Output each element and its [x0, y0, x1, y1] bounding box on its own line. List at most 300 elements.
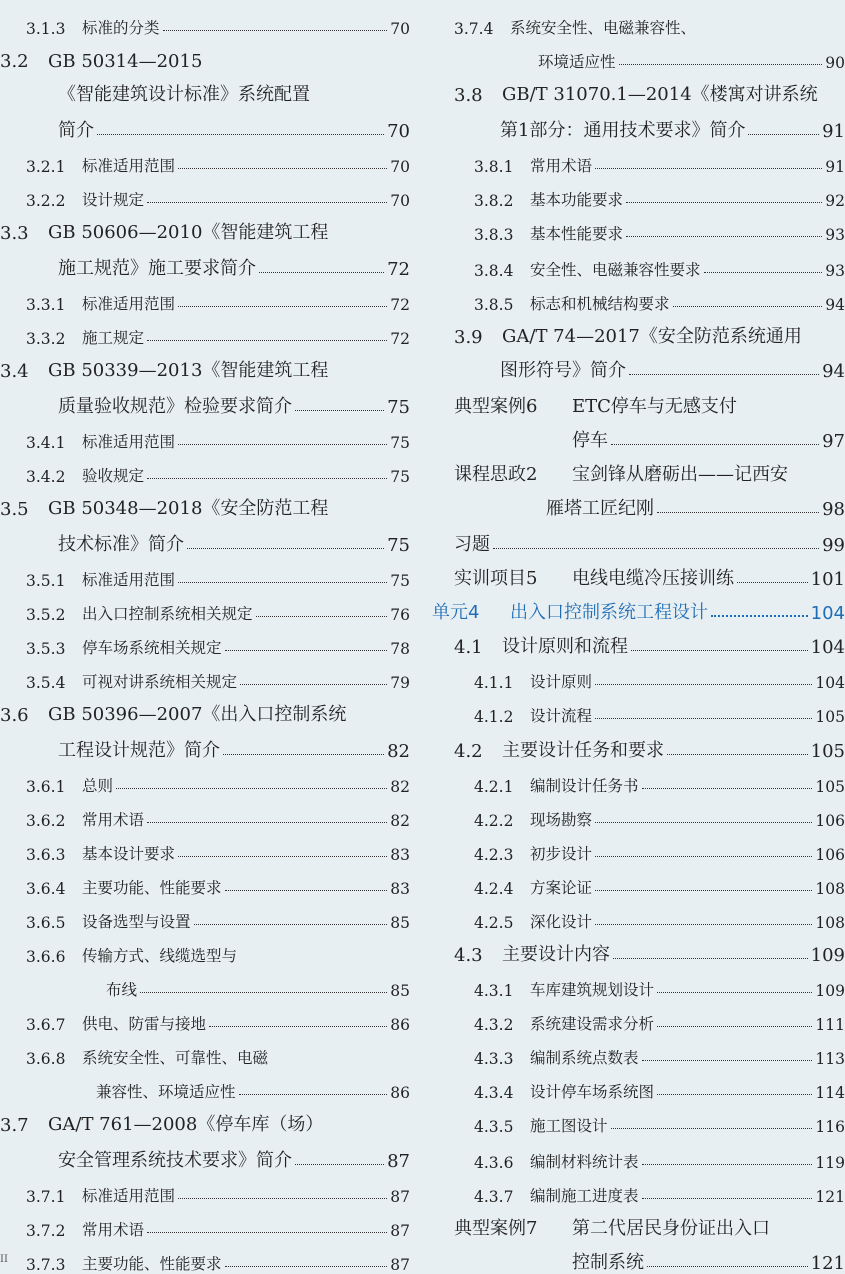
toc-entry-title: 停车 — [572, 430, 608, 451]
toc-entry-number: 4.3.5 — [474, 1118, 514, 1136]
toc-entry-number: 3.3 — [0, 223, 29, 244]
toc-entry[interactable] — [428, 1034, 845, 1068]
toc-entry-page: 70 — [387, 121, 410, 142]
toc-entry[interactable] — [0, 932, 410, 966]
toc-entry-number: 3.7.1 — [26, 1188, 66, 1206]
toc-entry[interactable] — [428, 72, 845, 106]
toc-entry[interactable] — [428, 522, 845, 556]
toc-entry[interactable] — [428, 314, 845, 348]
dot-leader — [147, 1232, 387, 1233]
toc-entry-title: 第二代居民身份证出入口 — [572, 1218, 770, 1239]
toc-entry-title: ETC停车与无感支付 — [572, 396, 737, 417]
toc-entry-page: 79 — [390, 674, 410, 692]
toc-entry-title: 电线电缆冷压接训练 — [572, 568, 734, 589]
toc-entry[interactable] — [428, 692, 845, 726]
toc-entry[interactable] — [0, 830, 410, 864]
toc-entry-title: 编制施工进度表 — [530, 1187, 639, 1205]
dot-leader — [595, 168, 822, 169]
toc-entry-page: 83 — [390, 880, 410, 898]
dot-leader — [178, 1198, 387, 1199]
toc-entry-number: 3.5.1 — [26, 572, 66, 590]
toc-entry-number: 3.6.3 — [26, 846, 66, 864]
toc-entry-title: 简介 — [58, 120, 94, 141]
dot-leader — [737, 582, 808, 583]
toc-entry-title: 编制材料统计表 — [530, 1153, 639, 1171]
toc-entry-number: 4.2.4 — [474, 880, 514, 898]
dot-leader — [225, 650, 388, 651]
toc-entry-page: 108 — [815, 880, 845, 898]
toc-entry-page: 104 — [810, 637, 845, 658]
toc-entry-title: 系统安全性、电磁兼容性、 — [510, 19, 697, 37]
dot-leader — [657, 992, 812, 993]
dot-leader — [240, 684, 387, 685]
dot-leader — [256, 616, 388, 617]
toc-entry-number: 3.6 — [0, 705, 29, 726]
toc-entry-title: 设计规定 — [82, 191, 145, 209]
toc-entry-page: 75 — [390, 468, 410, 486]
dot-leader — [595, 684, 812, 685]
dot-leader — [642, 788, 813, 789]
toc-entry[interactable] — [428, 280, 845, 314]
toc-entry[interactable] — [428, 624, 845, 658]
toc-entry-title: 《智能建筑设计标准》系统配置 — [58, 84, 310, 105]
toc-entry-page: 116 — [815, 1118, 845, 1136]
toc-entry-title: 常用术语 — [530, 157, 593, 175]
dot-leader — [225, 890, 388, 891]
toc-entry-page: 70 — [390, 158, 410, 176]
toc-entry-page: 97 — [822, 431, 845, 452]
toc-entry[interactable] — [428, 108, 845, 142]
dot-leader — [613, 958, 808, 959]
toc-entry[interactable] — [428, 762, 845, 796]
toc-entry-number: 4.3.3 — [474, 1050, 514, 1068]
toc-entry[interactable] — [428, 556, 845, 590]
dot-leader — [295, 1164, 384, 1165]
toc-entry-title: 系统建设需求分析 — [530, 1015, 655, 1033]
dot-leader — [667, 754, 808, 755]
toc-entry[interactable] — [428, 452, 845, 486]
toc-entry-title: 兼容性、环境适应性 — [96, 1083, 236, 1101]
toc-entry-number: 3.8.5 — [474, 296, 514, 314]
toc-entry[interactable] — [428, 1068, 845, 1102]
toc-entry-number: 3.4 — [0, 361, 29, 382]
toc-entry[interactable] — [428, 932, 845, 966]
toc-entry[interactable] — [428, 486, 845, 520]
toc-entry-page: 82 — [390, 812, 410, 830]
toc-entry[interactable] — [0, 590, 410, 624]
toc-entry[interactable] — [0, 864, 410, 898]
toc-entry-number: 4.3 — [454, 945, 483, 966]
toc-entry[interactable] — [428, 864, 845, 898]
dot-leader — [97, 134, 384, 135]
dot-leader — [147, 478, 387, 479]
toc-entry[interactable] — [428, 348, 845, 382]
toc-entry-page: 87 — [390, 1188, 410, 1206]
toc-entry-number: 4.1 — [454, 637, 483, 658]
toc-entry-title: 车库建筑规划设计 — [530, 981, 655, 999]
toc-entry-title: 供电、防雷与接地 — [82, 1015, 207, 1033]
toc-entry-title: 传输方式、线缆选型与 — [82, 947, 238, 965]
toc-entry-title: 雁塔工匠纪刚 — [546, 498, 654, 519]
toc-entry-title: 标准适用范围 — [82, 433, 176, 451]
toc-entry-title: 习题 — [454, 534, 490, 555]
page-number-mark: II — [0, 1254, 8, 1265]
dot-leader — [178, 444, 387, 445]
toc-entry-number: 3.8.2 — [474, 192, 514, 210]
toc-entry-title: GA/T 74—2017《安全防范系统通用 — [502, 326, 802, 347]
toc-entry-page: 93 — [825, 226, 845, 244]
toc-entry-page: 76 — [390, 606, 410, 624]
toc-entry-title: 系统安全性、可靠性、电磁 — [82, 1049, 269, 1067]
toc-entry-page: 99 — [822, 535, 845, 556]
toc-entry-number: 3.6.4 — [26, 880, 66, 898]
toc-entry[interactable] — [428, 966, 845, 1000]
toc-entry[interactable] — [428, 1138, 845, 1172]
toc-entry-number: 3.2.2 — [26, 192, 66, 210]
dot-leader — [657, 1094, 812, 1095]
toc-entry-page: 87 — [387, 1151, 410, 1172]
toc-entry-number: 3.7.2 — [26, 1222, 66, 1240]
dot-leader — [595, 856, 812, 857]
toc-entry-page: 114 — [815, 1084, 845, 1102]
toc-entry-title: 标准适用范围 — [82, 295, 176, 313]
dot-leader — [595, 718, 812, 719]
toc-entry-page: 83 — [390, 846, 410, 864]
dot-leader — [748, 134, 819, 135]
toc-entry-number: 3.3.2 — [26, 330, 66, 348]
dot-leader — [595, 890, 812, 891]
toc-entry-page: 86 — [390, 1016, 410, 1034]
dot-leader — [657, 1026, 812, 1027]
toc-entry-title: 控制系统 — [572, 1252, 644, 1273]
toc-entry[interactable] — [0, 176, 410, 210]
toc-entry-title: GB 50314—2015 — [48, 51, 203, 72]
toc-entry-page: 72 — [387, 259, 410, 280]
toc-entry-title: 停车场系统相关规定 — [82, 639, 222, 657]
dot-leader — [711, 615, 808, 617]
toc-entry-page: 86 — [390, 1084, 410, 1102]
toc-entry[interactable] — [428, 142, 845, 176]
toc-entry-number: 3.6.2 — [26, 812, 66, 830]
toc-entry-title: 出入口控制系统工程设计 — [510, 602, 708, 623]
toc-entry-number: 3.1.3 — [26, 20, 66, 38]
toc-entry-number: 3.8.3 — [474, 226, 514, 244]
toc-entry-title: 标志和机械结构要求 — [530, 295, 670, 313]
dot-leader — [163, 30, 388, 31]
toc-entry-number: 典型案例6 — [454, 396, 538, 417]
toc-entry-number: 典型案例7 — [454, 1218, 538, 1239]
toc-entry-page: 82 — [387, 741, 410, 762]
toc-entry-number: 3.4.2 — [26, 468, 66, 486]
toc-entry-page: 106 — [815, 812, 845, 830]
dot-leader — [140, 992, 387, 993]
toc-entry[interactable] — [0, 1102, 410, 1136]
dot-leader — [178, 582, 387, 583]
toc-entry-title: 常用术语 — [82, 811, 145, 829]
toc-entry-title: 编制系统点数表 — [530, 1049, 639, 1067]
dot-leader — [629, 374, 819, 375]
toc-entry[interactable] — [0, 210, 410, 244]
toc-entry[interactable] — [428, 1240, 845, 1274]
toc-entry-title: 标准适用范围 — [82, 157, 176, 175]
toc-entry-number: 3.6.5 — [26, 914, 66, 932]
toc-entry-page: 94 — [822, 361, 845, 382]
toc-entry-number: 4.2.2 — [474, 812, 514, 830]
dot-leader — [673, 306, 823, 307]
toc-entry-title: 施工图设计 — [530, 1117, 608, 1135]
toc-entry-title: 安全性、电磁兼容性要求 — [530, 261, 701, 279]
toc-entry[interactable] — [0, 1068, 410, 1102]
toc-entry-title: 施工规定 — [82, 329, 145, 347]
toc-entry-number: 4.3.1 — [474, 982, 514, 1000]
toc-entry-number: 3.9 — [454, 327, 483, 348]
dot-leader — [611, 444, 819, 445]
toc-entry-page: 109 — [815, 982, 845, 1000]
dot-leader — [642, 1164, 813, 1165]
toc-entry-title: 安全管理系统技术要求》简介 — [58, 1150, 292, 1171]
toc-entry[interactable] — [428, 830, 845, 864]
toc-entry[interactable] — [428, 246, 845, 280]
toc-entry-page: 72 — [390, 330, 410, 348]
toc-entry-number: 3.6.7 — [26, 1016, 66, 1034]
toc-entry-title: 方案论证 — [530, 879, 593, 897]
toc-entry[interactable] — [0, 556, 410, 590]
toc-entry-number: 4.3.2 — [474, 1016, 514, 1034]
toc-entry-number: 3.7 — [0, 1115, 29, 1136]
dot-leader — [631, 650, 808, 651]
toc-entry[interactable] — [0, 796, 410, 830]
toc-entry-title: 布线 — [106, 981, 138, 999]
toc-entry[interactable] — [0, 486, 410, 520]
toc-entry-page: 70 — [390, 192, 410, 210]
toc-entry-title: 可视对讲系统相关规定 — [82, 673, 238, 691]
dot-leader — [223, 754, 384, 755]
dot-leader — [647, 1266, 808, 1267]
toc-entry-number: 3.5.2 — [26, 606, 66, 624]
toc-entry-page: 82 — [390, 778, 410, 796]
toc-entry-number: 4.1.2 — [474, 708, 514, 726]
dot-leader — [642, 1060, 813, 1061]
toc-entry[interactable] — [428, 418, 845, 452]
toc-entry[interactable] — [0, 418, 410, 452]
toc-entry[interactable] — [428, 210, 845, 244]
toc-entry[interactable] — [428, 1000, 845, 1034]
toc-entry[interactable] — [428, 384, 845, 418]
dot-leader — [225, 1266, 388, 1267]
dot-leader — [619, 64, 823, 65]
toc-entry[interactable] — [428, 796, 845, 830]
toc-entry-page: 104 — [810, 603, 845, 624]
toc-entry-page: 105 — [815, 708, 845, 726]
dot-leader — [259, 272, 384, 273]
toc-entry-title: 施工规范》施工要求简介 — [58, 258, 256, 279]
toc-entry-title: 环境适应性 — [538, 53, 616, 71]
dot-leader — [147, 202, 387, 203]
dot-leader — [626, 236, 822, 237]
toc-entry-page: 91 — [825, 158, 845, 176]
toc-entry[interactable] — [428, 1172, 845, 1206]
toc-entry[interactable] — [0, 452, 410, 486]
toc-entry[interactable] — [0, 348, 410, 382]
dot-leader — [147, 822, 387, 823]
toc-entry-title: 总则 — [82, 777, 114, 795]
toc-entry[interactable] — [428, 898, 845, 932]
toc-entry-title: 主要设计任务和要求 — [502, 740, 664, 761]
toc-entry-title: 基本设计要求 — [82, 845, 176, 863]
toc-entry-title: 主要设计内容 — [502, 944, 610, 965]
toc-entry[interactable] — [0, 1172, 410, 1206]
toc-entry-number: 4.3.4 — [474, 1084, 514, 1102]
toc-entry-title: 工程设计规范》简介 — [58, 740, 220, 761]
dot-leader — [642, 1198, 813, 1199]
toc-entry-title: 验收规定 — [82, 467, 145, 485]
dot-leader — [209, 1026, 387, 1027]
toc-entry-page: 78 — [390, 640, 410, 658]
toc-entry-title: GB 50606—2010《智能建筑工程 — [48, 222, 329, 243]
toc-entry-title: GB 50339—2013《智能建筑工程 — [48, 360, 329, 381]
toc-entry-title: 主要功能、性能要求 — [82, 879, 222, 897]
toc-entry-page: 70 — [390, 20, 410, 38]
toc-entry-title: GB 50348—2018《安全防范工程 — [48, 498, 329, 519]
toc-entry-number: 课程思政2 — [454, 464, 538, 485]
toc-entry[interactable] — [0, 246, 410, 280]
toc-entry-number: 3.7.3 — [26, 1256, 66, 1274]
toc-entry[interactable] — [0, 1034, 410, 1068]
toc-entry-number: 3.6.6 — [26, 948, 66, 966]
toc-entry[interactable] — [0, 108, 410, 142]
toc-entry-number: 3.8 — [454, 85, 483, 106]
toc-entry-title: 设计原则和流程 — [502, 636, 628, 657]
toc-entry[interactable] — [0, 762, 410, 796]
dot-leader — [194, 924, 388, 925]
toc-entry-title: 常用术语 — [82, 1221, 145, 1239]
toc-entry-title: GB 50396—2007《出入口控制系统 — [48, 704, 347, 725]
toc-entry-title: 标准的分类 — [82, 19, 160, 37]
dot-leader — [611, 1128, 813, 1129]
toc-entry[interactable] — [428, 590, 845, 624]
toc-entry-title: 第1部分：通用技术要求》简介 — [500, 120, 746, 141]
toc-entry[interactable] — [0, 142, 410, 176]
toc-entry[interactable] — [0, 658, 410, 692]
toc-entry-page: 75 — [387, 397, 410, 418]
toc-entry[interactable] — [0, 314, 410, 348]
toc-entry[interactable] — [0, 1000, 410, 1034]
toc-entry-title: 质量验收规范》检验要求简介 — [58, 396, 292, 417]
toc-entry-number: 4.2.3 — [474, 846, 514, 864]
toc-entry-title: 编制设计任务书 — [530, 777, 639, 795]
toc-entry-page: 93 — [825, 262, 845, 280]
toc-entry[interactable] — [0, 38, 410, 72]
toc-entry-page: 105 — [815, 778, 845, 796]
toc-entry[interactable] — [0, 1240, 410, 1274]
toc-entry[interactable] — [428, 1206, 845, 1240]
toc-entry-number: 3.4.1 — [26, 434, 66, 452]
toc-entry[interactable] — [0, 1138, 410, 1172]
toc-entry-page: 109 — [810, 945, 845, 966]
toc-entry-title: 基本性能要求 — [530, 225, 624, 243]
dot-leader — [239, 1094, 388, 1095]
toc-entry[interactable] — [428, 176, 845, 210]
dot-leader — [147, 340, 387, 341]
dot-leader — [626, 202, 822, 203]
toc-entry-number: 3.2 — [0, 51, 29, 72]
dot-leader — [657, 512, 819, 513]
toc-entry-title: 设计停车场系统图 — [530, 1083, 655, 1101]
toc-entry[interactable] — [428, 1102, 845, 1136]
toc-entry-page: 75 — [387, 535, 410, 556]
toc-entry-page: 111 — [815, 1016, 845, 1034]
dot-leader — [187, 548, 384, 549]
toc-entry-page: 94 — [825, 296, 845, 314]
toc-entry-number: 4.2.1 — [474, 778, 514, 796]
toc-entry[interactable] — [0, 966, 410, 1000]
toc-entry-number: 4.1.1 — [474, 674, 514, 692]
toc-entry-page: 87 — [390, 1256, 410, 1274]
toc-entry-number: 3.6.1 — [26, 778, 66, 796]
toc-entry[interactable] — [428, 728, 845, 762]
toc-entry[interactable] — [428, 658, 845, 692]
toc-entry-page: 72 — [390, 296, 410, 314]
toc-entry-title: 主要功能、性能要求 — [82, 1255, 222, 1273]
toc-entry-number: 4.2.5 — [474, 914, 514, 932]
toc-entry[interactable] — [0, 4, 410, 38]
dot-leader — [295, 410, 384, 411]
toc-entry-page: 90 — [825, 54, 845, 72]
toc-entry-page: 121 — [810, 1253, 845, 1274]
toc-entry[interactable] — [0, 1206, 410, 1240]
toc-entry[interactable] — [0, 280, 410, 314]
toc-entry[interactable] — [0, 692, 410, 726]
toc-entry-title: 现场勘察 — [530, 811, 593, 829]
toc-entry-title: 标准适用范围 — [82, 571, 176, 589]
toc-entry-number: 实训项目5 — [454, 568, 538, 589]
toc-entry-title: 初步设计 — [530, 845, 593, 863]
toc-entry-title: 设备选型与设置 — [82, 913, 191, 931]
toc-entry-page: 98 — [822, 499, 845, 520]
toc-entry-title: GA/T 761—2008《停车库（场） — [48, 1114, 324, 1135]
toc-entry-title: 基本功能要求 — [530, 191, 624, 209]
toc-entry-title: 图形符号》简介 — [500, 360, 626, 381]
toc-entry-title: GB/T 31070.1—2014《楼寓对讲系统 — [502, 84, 818, 105]
toc-entry[interactable] — [0, 728, 410, 762]
toc-entry-title: 技术标准》简介 — [58, 534, 184, 555]
toc-entry[interactable] — [0, 72, 410, 106]
toc-entry[interactable] — [428, 38, 845, 72]
toc-entry[interactable] — [428, 4, 845, 38]
toc-entry[interactable] — [0, 624, 410, 658]
toc-entry-page: 75 — [390, 434, 410, 452]
dot-leader — [595, 924, 812, 925]
toc-entry-number: 4.3.6 — [474, 1154, 514, 1172]
toc-entry-page: 106 — [815, 846, 845, 864]
toc-entry-number: 3.5 — [0, 499, 29, 520]
toc-entry-title: 宝剑锋从磨砺出——记西安 — [572, 464, 788, 485]
toc-entry[interactable] — [0, 522, 410, 556]
toc-entry[interactable] — [0, 898, 410, 932]
toc-entry-number: 3.6.8 — [26, 1050, 66, 1068]
toc-entry-title: 出入口控制系统相关规定 — [82, 605, 253, 623]
toc-entry-page: 85 — [390, 914, 410, 932]
toc-entry-number: 3.2.1 — [26, 158, 66, 176]
toc-entry-number: 3.5.4 — [26, 674, 66, 692]
toc-entry-page: 119 — [815, 1154, 845, 1172]
toc-entry-number: 3.8.4 — [474, 262, 514, 280]
toc-entry[interactable] — [0, 384, 410, 418]
toc-entry-number: 4.3.7 — [474, 1188, 514, 1206]
toc-entry-page: 91 — [822, 121, 845, 142]
toc-entry-page: 101 — [810, 569, 845, 590]
toc-entry-page: 85 — [390, 982, 410, 1000]
